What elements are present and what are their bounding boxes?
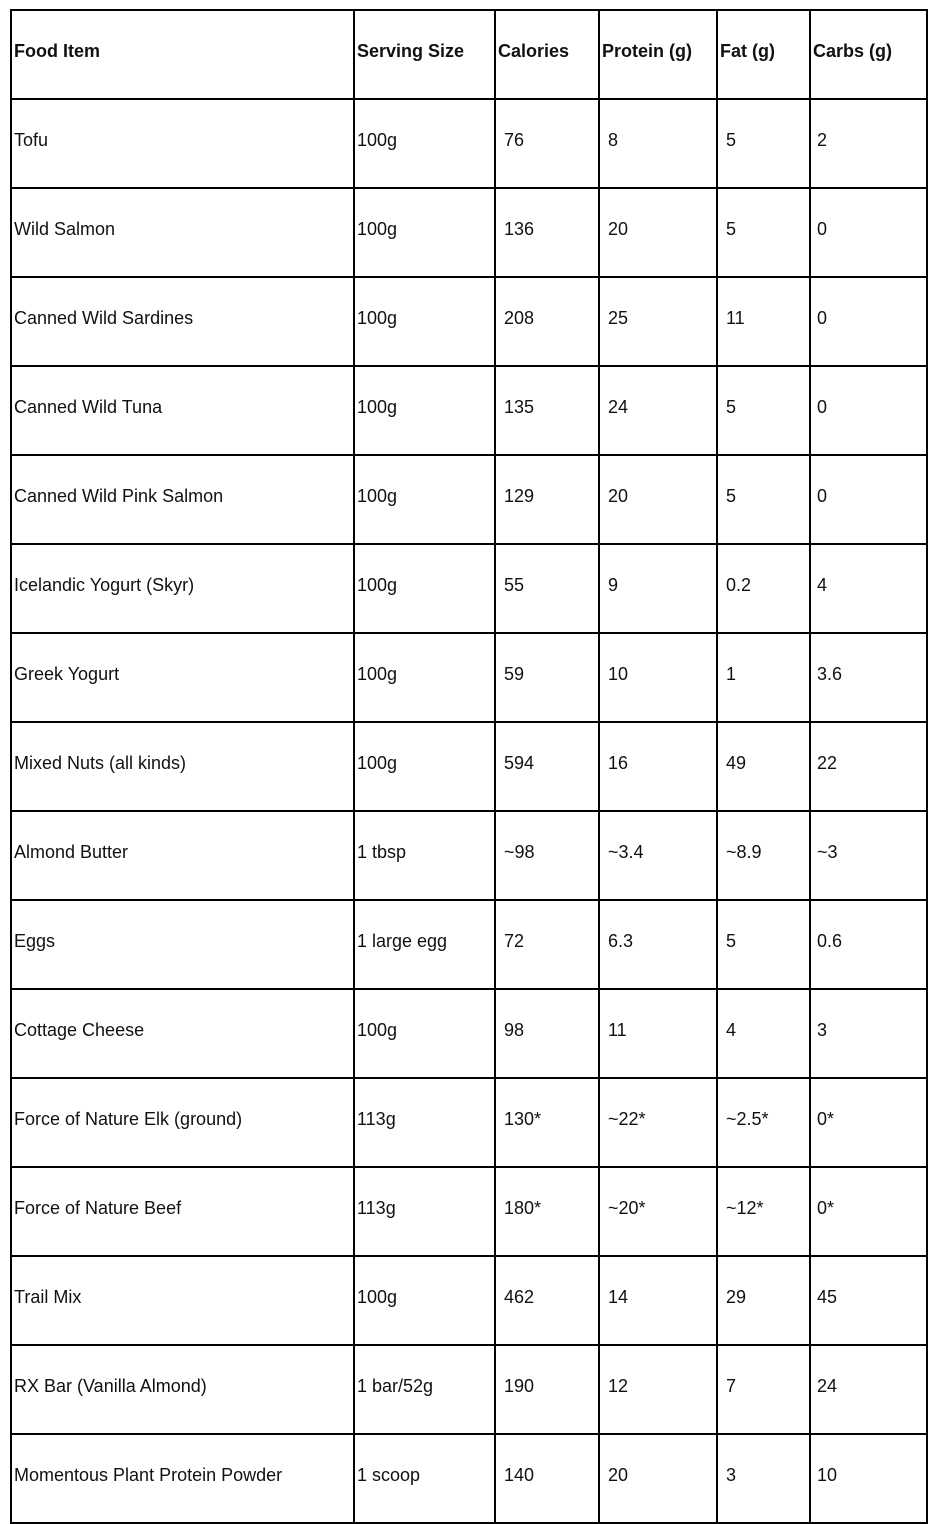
fat-cell: ~2.5* [717,1078,810,1167]
protein-cell: 12 [599,1345,717,1434]
protein-cell: 20 [599,188,717,277]
food-item-cell: Force of Nature Elk (ground) [11,1078,354,1167]
carbs-cell: 0 [810,188,927,277]
food-item-cell: Greek Yogurt [11,633,354,722]
fat-cell: 5 [717,99,810,188]
header-serving-size: Serving Size [354,10,495,99]
protein-cell: 16 [599,722,717,811]
serving-size-cell: 100g [354,99,495,188]
table-row [11,99,927,188]
protein-cell: 8 [599,99,717,188]
carbs-cell: 4 [810,544,927,633]
serving-size-cell: 100g [354,366,495,455]
food-item-cell: Wild Salmon [11,188,354,277]
protein-cell: ~20* [599,1167,717,1256]
carbs-cell: 3.6 [810,633,927,722]
fat-cell: 29 [717,1256,810,1345]
table-row [11,1434,927,1523]
protein-cell: ~3.4 [599,811,717,900]
protein-cell: 11 [599,989,717,1078]
carbs-cell: 2 [810,99,927,188]
calories-cell: 136 [495,188,599,277]
serving-size-cell: 100g [354,277,495,366]
table-row [11,188,927,277]
calories-cell: 208 [495,277,599,366]
serving-size-cell: 1 bar/52g [354,1345,495,1434]
calories-cell: 129 [495,455,599,544]
header-fat: Fat (g) [717,10,810,99]
protein-cell: 20 [599,455,717,544]
food-item-cell: Trail Mix [11,1256,354,1345]
protein-cell: 9 [599,544,717,633]
fat-cell: ~8.9 [717,811,810,900]
food-item-cell: Almond Butter [11,811,354,900]
fat-cell: ~12* [717,1167,810,1256]
nutrition-table [10,9,928,1524]
carbs-cell: 3 [810,989,927,1078]
serving-size-cell: 113g [354,1078,495,1167]
fat-cell: 5 [717,366,810,455]
fat-cell: 5 [717,188,810,277]
fat-cell: 7 [717,1345,810,1434]
fat-cell: 11 [717,277,810,366]
header-row [11,10,927,99]
calories-cell: 594 [495,722,599,811]
food-item-cell: Tofu [11,99,354,188]
food-item-cell: RX Bar (Vanilla Almond) [11,1345,354,1434]
protein-cell: 10 [599,633,717,722]
fat-cell: 49 [717,722,810,811]
header-food-item: Food Item [11,10,354,99]
header-protein: Protein (g) [599,10,717,99]
calories-cell: ~98 [495,811,599,900]
table-row [11,1167,927,1256]
table-row [11,544,927,633]
protein-cell: ~22* [599,1078,717,1167]
protein-cell: 20 [599,1434,717,1523]
protein-cell: 24 [599,366,717,455]
serving-size-cell: 1 large egg [354,900,495,989]
calories-cell: 98 [495,989,599,1078]
nutrition-table-container [10,9,928,1524]
carbs-cell: 45 [810,1256,927,1345]
table-body [11,99,927,1523]
table-row [11,989,927,1078]
carbs-cell: 22 [810,722,927,811]
carbs-cell: 0* [810,1167,927,1256]
table-row [11,1078,927,1167]
table-row [11,633,927,722]
fat-cell: 1 [717,633,810,722]
calories-cell: 190 [495,1345,599,1434]
carbs-cell: 10 [810,1434,927,1523]
calories-cell: 135 [495,366,599,455]
table-row [11,900,927,989]
food-item-cell: Canned Wild Sardines [11,277,354,366]
carbs-cell: 0 [810,277,927,366]
food-item-cell: Canned Wild Pink Salmon [11,455,354,544]
table-row [11,1345,927,1434]
header-carbs: Carbs (g) [810,10,927,99]
table-row [11,722,927,811]
fat-cell: 3 [717,1434,810,1523]
calories-cell: 180* [495,1167,599,1256]
calories-cell: 462 [495,1256,599,1345]
carbs-cell: 0 [810,366,927,455]
table-row [11,1256,927,1345]
serving-size-cell: 100g [354,633,495,722]
fat-cell: 4 [717,989,810,1078]
serving-size-cell: 100g [354,722,495,811]
carbs-cell: 24 [810,1345,927,1434]
carbs-cell: 0 [810,455,927,544]
food-item-cell: Canned Wild Tuna [11,366,354,455]
table-row [11,277,927,366]
fat-cell: 0.2 [717,544,810,633]
fat-cell: 5 [717,455,810,544]
header-calories: Calories [495,10,599,99]
serving-size-cell: 100g [354,989,495,1078]
food-item-cell: Momentous Plant Protein Powder [11,1434,354,1523]
food-item-cell: Eggs [11,900,354,989]
table-row [11,811,927,900]
protein-cell: 14 [599,1256,717,1345]
table-header [11,10,927,99]
food-item-cell: Cottage Cheese [11,989,354,1078]
calories-cell: 76 [495,99,599,188]
protein-cell: 6.3 [599,900,717,989]
calories-cell: 130* [495,1078,599,1167]
serving-size-cell: 1 scoop [354,1434,495,1523]
serving-size-cell: 1 tbsp [354,811,495,900]
serving-size-cell: 100g [354,544,495,633]
food-item-cell: Force of Nature Beef [11,1167,354,1256]
food-item-cell: Icelandic Yogurt (Skyr) [11,544,354,633]
calories-cell: 59 [495,633,599,722]
serving-size-cell: 100g [354,1256,495,1345]
carbs-cell: 0* [810,1078,927,1167]
fat-cell: 5 [717,900,810,989]
table-row [11,455,927,544]
calories-cell: 140 [495,1434,599,1523]
serving-size-cell: 100g [354,188,495,277]
calories-cell: 55 [495,544,599,633]
protein-cell: 25 [599,277,717,366]
table-row [11,366,927,455]
calories-cell: 72 [495,900,599,989]
food-item-cell: Mixed Nuts (all kinds) [11,722,354,811]
carbs-cell: ~3 [810,811,927,900]
serving-size-cell: 113g [354,1167,495,1256]
serving-size-cell: 100g [354,455,495,544]
carbs-cell: 0.6 [810,900,927,989]
